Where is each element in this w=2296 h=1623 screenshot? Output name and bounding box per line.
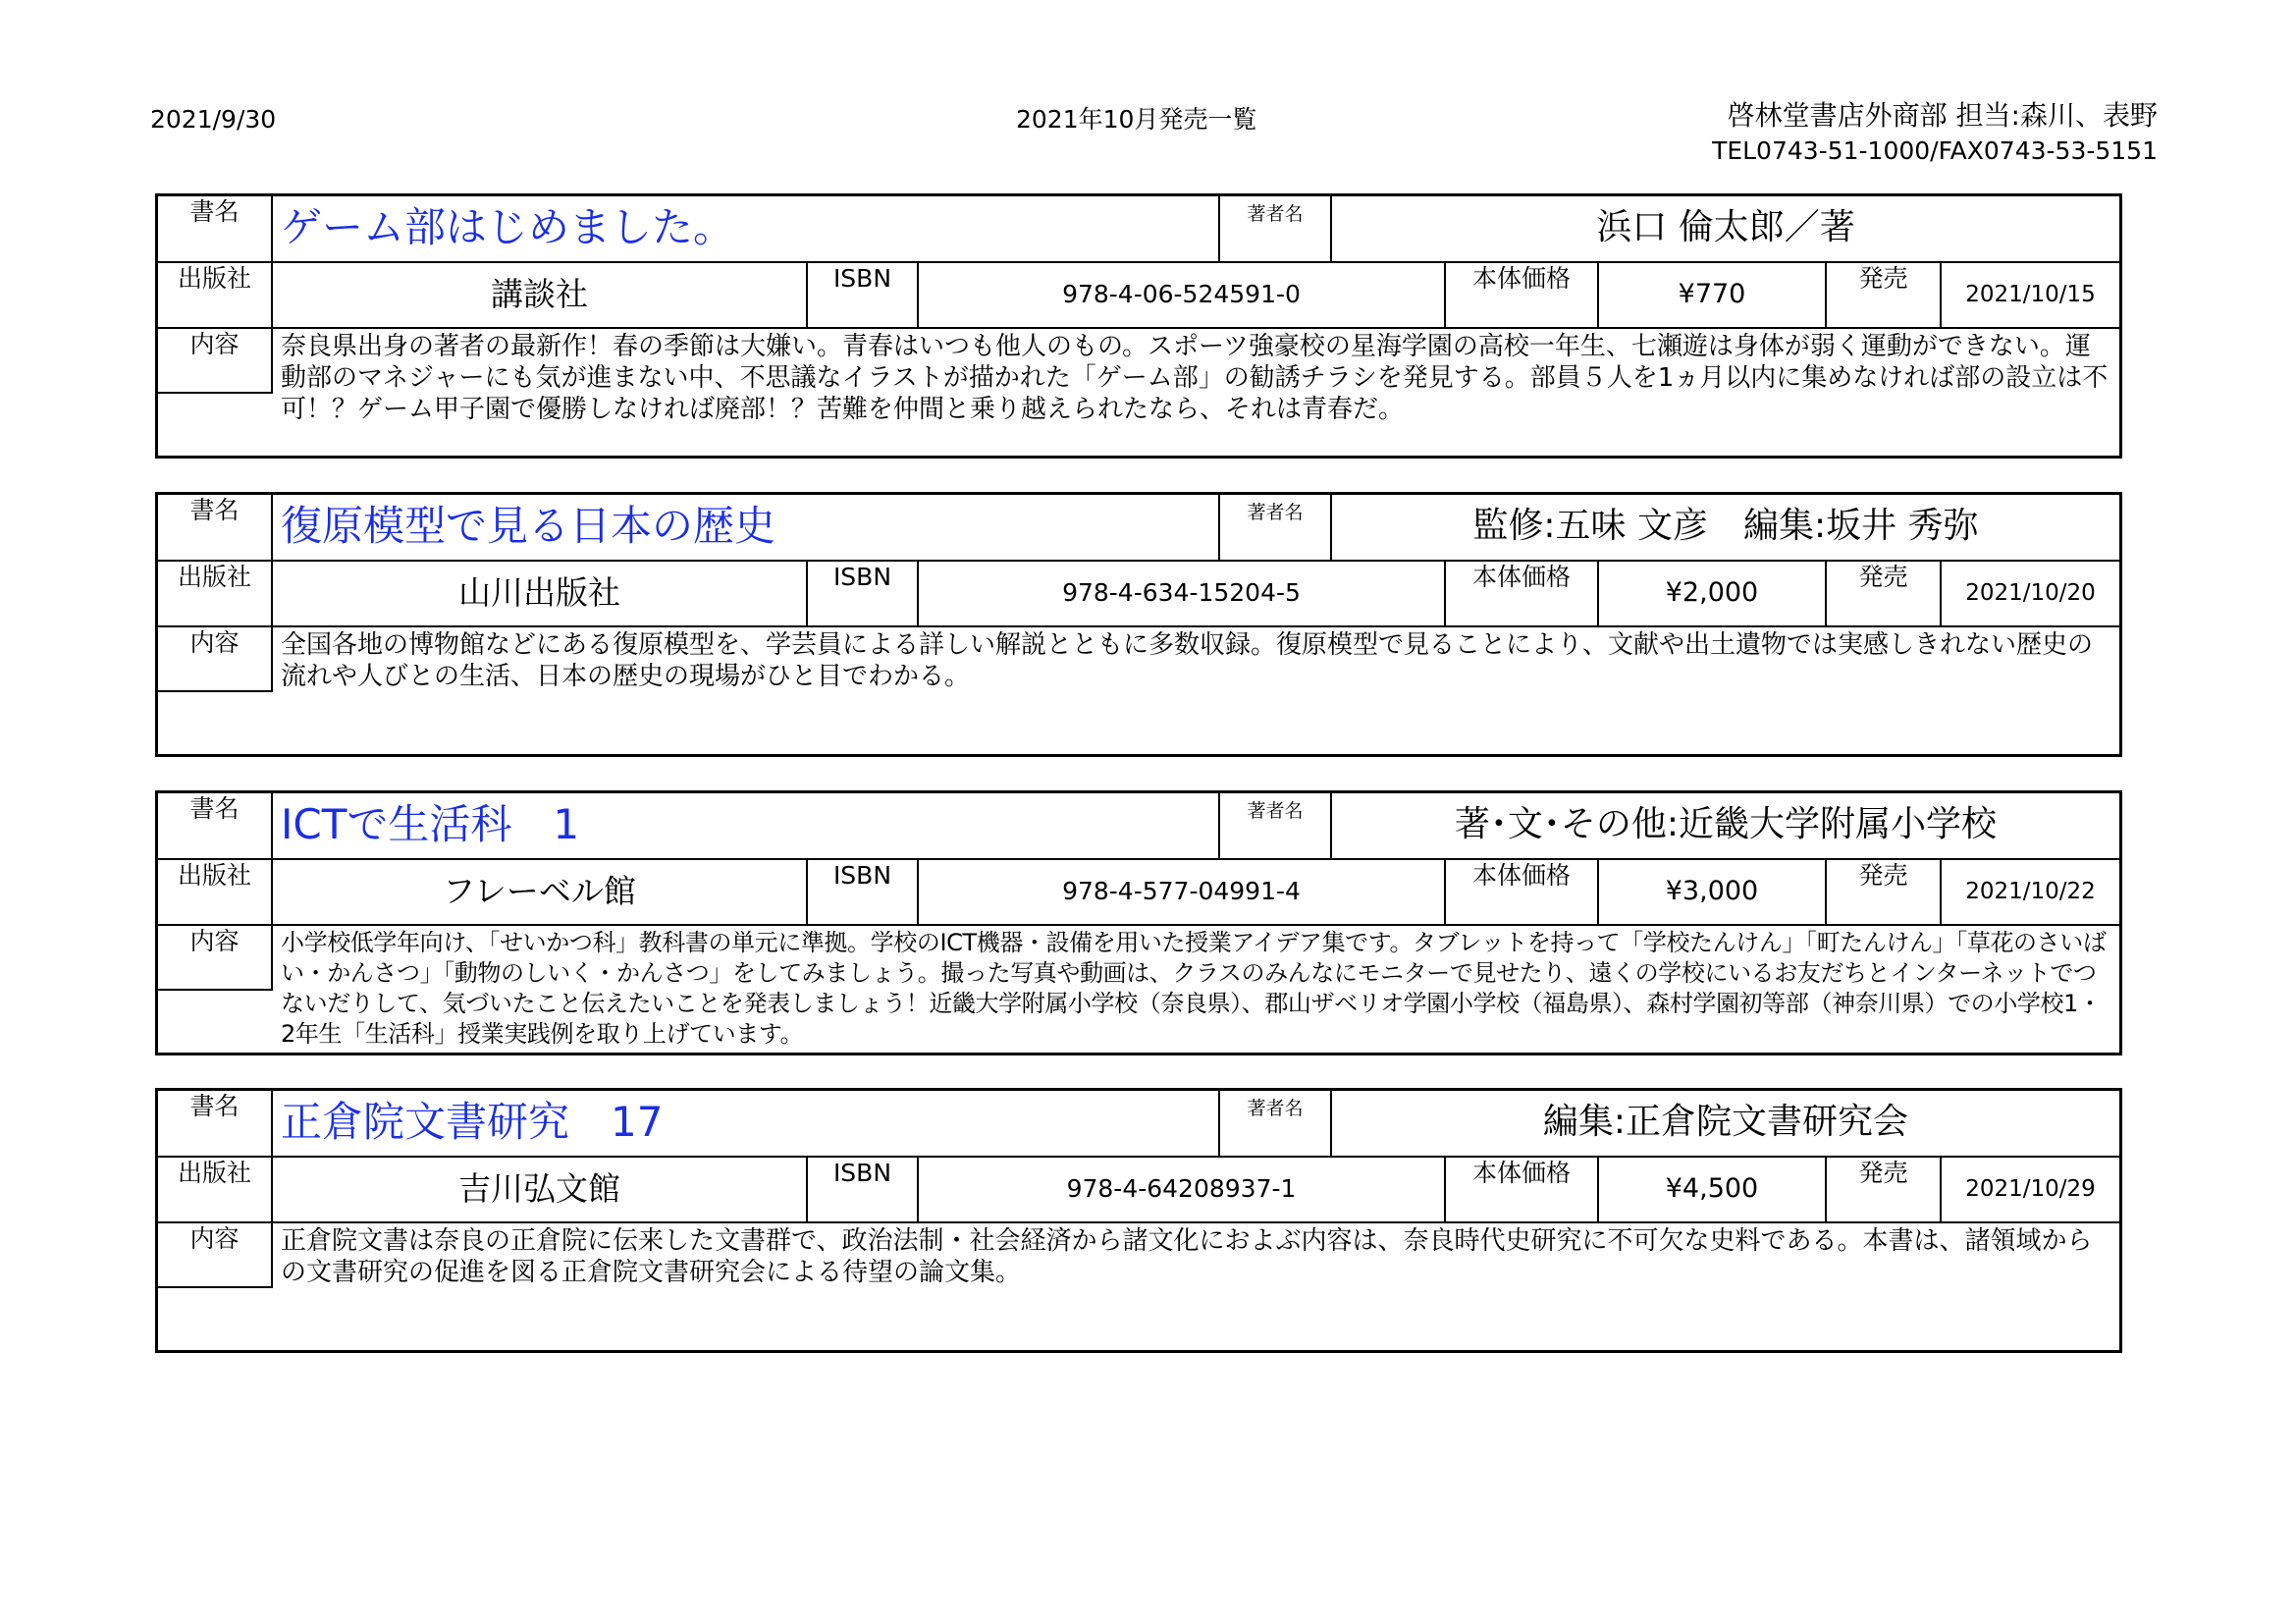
book-record <box>155 1088 2122 1353</box>
book-description: 全国各地の博物館などにある復原模型を、学芸員による詳しい解説とともに多数収録。復原模型で見ることにより、文献や出土遺物では実感しきれない歴史の流れや人びとの生活、日本の歴史の現場がひと目でわかる。 <box>281 630 2094 691</box>
book-isbn: 978-4-634-15204-5 <box>919 562 1446 627</box>
author-label: 著者名 <box>1220 793 1332 860</box>
book-title: 正倉院文書研究 17 <box>273 1091 1220 1158</box>
book-record <box>155 193 2122 459</box>
content-label: 内容 <box>158 926 273 991</box>
book-release-date: 2021/10/22 <box>1942 860 2119 926</box>
release-label: 発売 <box>1827 562 1942 627</box>
book-release-date: 2021/10/15 <box>1942 263 2119 329</box>
book-release-date: 2021/10/20 <box>1942 562 2119 627</box>
content-label: 内容 <box>158 627 273 692</box>
isbn-label: ISBN <box>808 1158 919 1223</box>
book-publisher: フレーベル館 <box>273 860 808 926</box>
title-label: 書名 <box>158 793 273 860</box>
content-label: 内容 <box>158 1223 273 1288</box>
book-price: ¥2,000 <box>1599 562 1827 627</box>
price-label: 本体価格 <box>1446 1158 1599 1223</box>
book-price: ¥770 <box>1599 263 1827 329</box>
content-label: 内容 <box>158 329 273 394</box>
publisher-label: 出版社 <box>158 562 273 627</box>
isbn-label: ISBN <box>808 860 919 926</box>
book-publisher: 講談社 <box>273 263 808 329</box>
store-info: 啓林堂書店外商部 担当:森川、表野 <box>1727 99 2158 132</box>
price-label: 本体価格 <box>1446 562 1599 627</box>
book-publisher: 吉川弘文館 <box>273 1158 808 1223</box>
book-isbn: 978-4-64208937-1 <box>919 1158 1446 1223</box>
book-price: ¥4,500 <box>1599 1158 1827 1223</box>
list-date: 2021/9/30 <box>150 105 277 134</box>
book-author: 浜口 倫太郎／著 <box>1332 196 2119 263</box>
page-title: 2021年10月発売一覧 <box>1016 105 1257 134</box>
title-label: 書名 <box>158 1091 273 1158</box>
book-publisher: 山川出版社 <box>273 562 808 627</box>
release-label: 発売 <box>1827 860 1942 926</box>
book-record <box>155 492 2122 757</box>
book-release-date: 2021/10/29 <box>1942 1158 2119 1223</box>
book-record <box>155 790 2122 1055</box>
release-label: 発売 <box>1827 263 1942 329</box>
book-description: 小学校低学年向け、「せいかつ科」教科書の単元に準拠。学校のICT機器・設備を用いた授業アイデア集です。タブレットを持って「学校たんけん」「町たんけん」「草花のさいばい・かんさつ」「動物のしいく・かんさつ」をしてみましょう。撮った写真や動画は、クラスのみんなにモニターで見せたり、遠くの学校にいるお友だちとインターネットでつないだりして、気づいたこと伝えたいことを発表しましょう！近畿大学附属小学校（奈良県）、郡山ザベリオ学園小学校（福島県）、森村学園初等部（神奈川県）での小学校1・2年生「生活科」授業実践例を取り上げています。 <box>281 929 2107 1048</box>
isbn-label: ISBN <box>808 263 919 329</box>
release-label: 発売 <box>1827 1158 1942 1223</box>
price-label: 本体価格 <box>1446 860 1599 926</box>
book-author: 編集:正倉院文書研究会 <box>1332 1091 2119 1158</box>
book-title: ICTで生活科 1 <box>273 793 1220 860</box>
book-price: ¥3,000 <box>1599 860 1827 926</box>
title-label: 書名 <box>158 196 273 263</box>
publisher-label: 出版社 <box>158 860 273 926</box>
author-label: 著者名 <box>1220 196 1332 263</box>
publisher-label: 出版社 <box>158 263 273 329</box>
book-isbn: 978-4-577-04991-4 <box>919 860 1446 926</box>
book-isbn: 978-4-06-524591-0 <box>919 263 1446 329</box>
publisher-label: 出版社 <box>158 1158 273 1223</box>
author-label: 著者名 <box>1220 495 1332 562</box>
book-author: 監修:五味 文彦 編集:坂井 秀弥 <box>1332 495 2119 562</box>
isbn-label: ISBN <box>808 562 919 627</box>
title-label: 書名 <box>158 495 273 562</box>
book-author: 著･文･その他:近畿大学附属小学校 <box>1332 793 2119 860</box>
price-label: 本体価格 <box>1446 263 1599 329</box>
book-title: ゲーム部はじめました。 <box>273 196 1220 263</box>
store-contact: TEL0743-51-1000/FAX0743-53-5151 <box>1712 136 2158 165</box>
author-label: 著者名 <box>1220 1091 1332 1158</box>
book-description: 奈良県出身の著者の最新作！春の季節は大嫌い。青春はいつも他人のもの。スポーツ強豪校の星海学園の高校一年生、七瀬遊は身体が弱く運動ができない。運動部のマネジャーにも気が進まない中、不思議なイラストが描かれた「ゲーム部」の勧誘チラシを発見する。部員５人を1ヵ月以内に集めなければ部の設立は不可！？ゲーム甲子園で優勝しなければ廃部！？苦難を仲間と乗り越えられたなら、それは青春だ。 <box>281 332 2109 424</box>
book-title: 復原模型で見る日本の歴史 <box>273 495 1220 562</box>
book-description: 正倉院文書は奈良の正倉院に伝来した文書群で、政治法制・社会経済から諸文化におよぶ内容は、奈良時代史研究に不可欠な史料である。本書は、諸領域からの文書研究の促進を図る正倉院文書研究会による待望の論文集。 <box>281 1226 2093 1287</box>
